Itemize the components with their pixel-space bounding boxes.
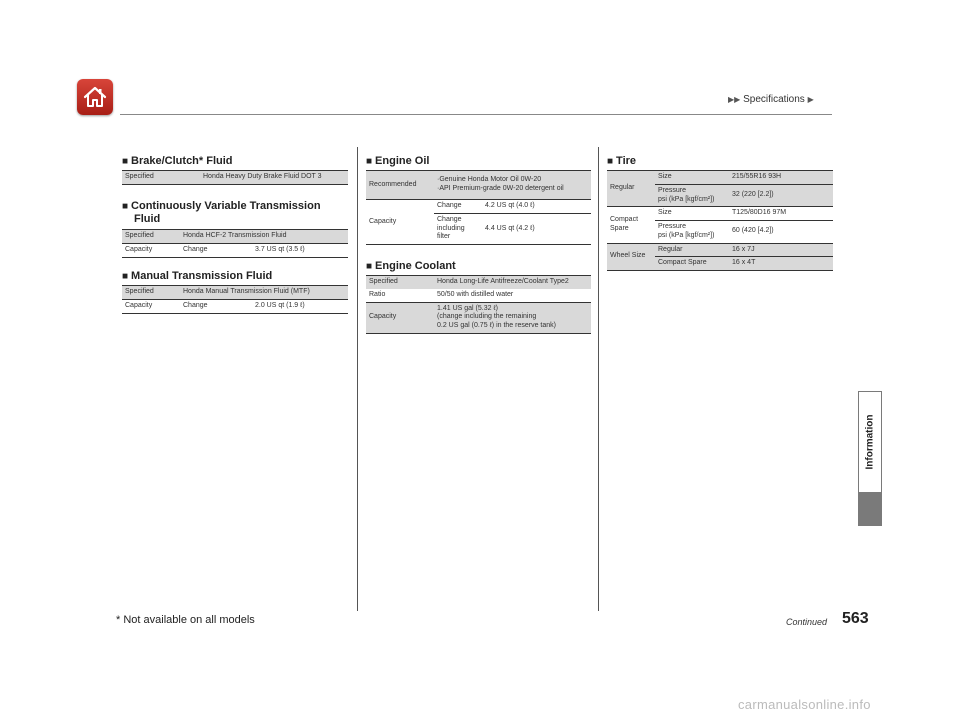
tire-table [607,170,833,271]
spec-label: Specified [122,286,180,300]
header-divider [120,114,832,115]
footnote: * Not available on all models [116,614,255,626]
wheel-regular-value: 16 x 7J [729,243,833,257]
spec-label: Specified [122,171,200,185]
section-title-brake [122,155,233,167]
brake-fluid-table [122,170,348,185]
compact-size-value: T125/80D16 97M [729,207,833,221]
breadcrumb-arrow-icon: ▶ [807,95,814,104]
home-icon [82,84,108,110]
side-tab-label-box [859,392,881,492]
section-title-tire [607,155,636,167]
breadcrumb-arrow-icon: ▶▶ [728,95,741,104]
change-value: 4.2 US qt (4.0 ℓ) [482,200,591,214]
size-label: Size [655,207,729,221]
change-filter-value: 4.4 US qt (4.2 ℓ) [482,213,591,244]
square-bullet-icon: ■ [122,271,129,282]
recommended-line: ·Genuine Honda Motor Oil 0W-20 [437,176,542,184]
regular-size-value: 215/55R16 93H [729,171,833,185]
section-title-text: Tire [616,155,637,167]
pressure-label: Pressure psi (kPa [kgf/cm²]) [655,221,729,244]
continued-label: Continued [786,617,828,627]
section-title-cvt [122,200,321,226]
spec-value: Honda HCF-2 Transmission Fluid [180,230,348,244]
ratio-label: Ratio [369,290,386,298]
capacity-label: Capacity [366,200,434,245]
capacity-label: Capacity [366,302,434,333]
change-label: Change [180,299,252,313]
breadcrumb-label: Specifications [743,94,805,105]
wheel-regular-label: Regular [655,243,729,257]
spec-label: Specified [122,230,180,244]
engine-coolant-table [366,275,591,334]
square-bullet-icon: ■ [366,261,373,272]
section-title-text: Manual Transmission Fluid [131,270,273,282]
section-title-text: Engine Coolant [375,260,456,272]
page-number: 563 [842,610,869,627]
change-filter-label: Change including filter [434,213,482,244]
spec-value: Honda Heavy Duty Brake Fluid DOT 3 [200,171,348,185]
column-divider [357,147,358,611]
spec-value: Honda Manual Transmission Fluid (MTF) [180,286,348,300]
wheel-compact-value: 16 x 4T [729,257,833,271]
cvt-fluid-table [122,229,348,258]
change-value: 2.0 US qt (1.9 ℓ) [252,299,348,313]
square-bullet-icon: ■ [366,156,373,167]
section-title-text: Continuously Variable Transmission [131,200,321,212]
section-title-oil [366,155,429,167]
change-value: 3.7 US qt (3.5 ℓ) [252,243,348,257]
regular-pressure-value: 32 (220 [2.2]) [729,184,833,207]
tire-regular-label: Regular [607,171,655,207]
recommended-label: Recommended [366,171,434,200]
capacity-value: 1.41 US gal (5.32 ℓ) (change including the remaining 0.2 US gal (0.75 ℓ) in the reserve tank) [434,302,591,333]
spec-value: Honda Long-Life Antifreeze/Coolant Type2 [434,276,591,289]
section-title-text: Fluid [134,213,161,225]
section-title-coolant [366,260,456,272]
tire-compact-label: Compact Spare [607,207,655,243]
section-title-mtf [122,270,272,282]
column-divider [598,147,599,611]
change-label: Change [434,200,482,214]
square-bullet-icon: ■ [122,201,129,212]
compact-pressure-value: 60 (420 [4.2]) [729,221,833,244]
breadcrumb[interactable] [728,94,814,105]
square-bullet-icon: ■ [607,156,614,167]
recommended-line: ·API Premium-grade 0W-20 detergent oil [437,185,564,192]
ratio-value: 50/50 with distilled water [437,290,514,298]
capacity-label: Capacity [122,299,180,313]
watermark: carmanualsonline.info [738,697,871,712]
mtf-table [122,285,348,314]
section-title-text: Engine Oil [375,155,430,167]
wheel-size-label: Wheel Size [607,243,655,271]
pressure-label: Pressure psi (kPa [kgf/cm²]) [655,184,729,207]
square-bullet-icon: ■ [122,156,129,167]
recommended-value [434,171,591,200]
home-button[interactable] [77,79,113,115]
section-title-text: Brake/Clutch* Fluid [131,155,233,167]
side-tab-label: Information [864,414,876,470]
size-label: Size [655,171,729,185]
wheel-compact-label: Compact Spare [655,257,729,271]
engine-oil-table [366,170,591,245]
spec-label: Specified [366,276,434,289]
change-label: Change [180,243,252,257]
capacity-label: Capacity [122,243,180,257]
